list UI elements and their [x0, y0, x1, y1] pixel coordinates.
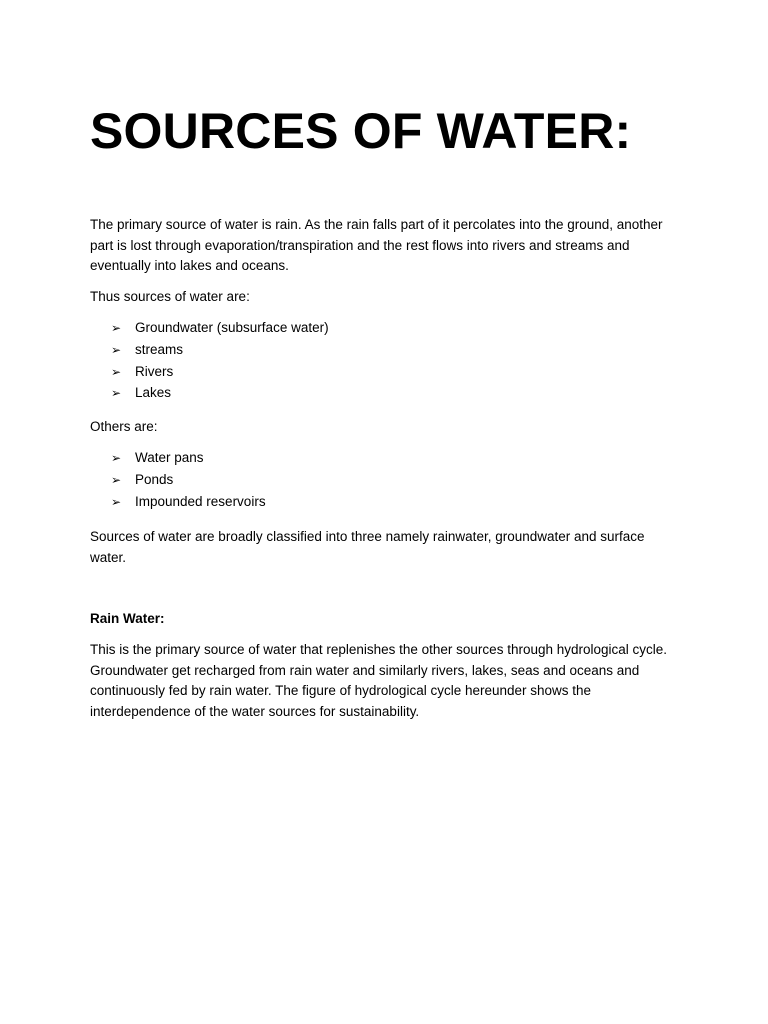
list-item-label: Groundwater (subsurface water) — [135, 320, 329, 335]
rain-water-heading: Rain Water: — [90, 611, 165, 626]
arrowhead-bullet-icon: ➢ — [111, 451, 122, 465]
arrowhead-bullet-icon: ➢ — [111, 364, 122, 379]
sources-list — [90, 318, 329, 405]
list-item-label: Water pans — [135, 450, 204, 465]
list-item-label: Ponds — [135, 471, 174, 487]
page-title: SOURCES OF WATER: — [90, 103, 632, 159]
arrowhead-bullet-icon: ➢ — [111, 494, 122, 509]
list-item — [90, 448, 266, 470]
list-item — [90, 383, 329, 405]
classification-paragraph: Sources of water are broadly classified into three namely rainwater, groundwater and surface water. — [90, 529, 645, 565]
arrowhead-bullet-icon: ➢ — [111, 472, 122, 487]
list-item — [90, 318, 329, 340]
arrowhead-bullet-icon: ➢ — [111, 386, 122, 401]
list-item — [90, 362, 329, 384]
others-intro: Others are: — [90, 419, 158, 434]
list-item-label: Impounded reservoirs — [135, 493, 266, 509]
others-list — [90, 448, 266, 513]
list-item-label: streams — [135, 341, 184, 357]
intro-paragraph: The primary source of water is rain. As the rain falls part of it percolates into the ground, another part is lost through evaporation/transpiration and the rest flows into rivers and streams and eventually into lakes and oceans. — [90, 217, 663, 273]
list-item — [90, 492, 266, 514]
arrowhead-bullet-icon: ➢ — [111, 321, 122, 335]
list-item — [90, 340, 329, 362]
list-item — [90, 470, 266, 492]
rain-water-paragraph: This is the primary source of water that replenishes the other sources through hydrological cycle. Groundwater get recharged from rain water and similarly rivers, lakes, seas and oceans and continuously fed by rain water. The figure of hydrological cycle hereunder shows the interdependence of the water sources for sustainability. — [90, 642, 668, 719]
arrowhead-bullet-icon: ➢ — [111, 342, 122, 357]
list-item-label: Rivers — [135, 363, 174, 379]
list-item-label: Lakes — [135, 385, 172, 401]
sources-intro: Thus sources of water are: — [90, 289, 250, 304]
